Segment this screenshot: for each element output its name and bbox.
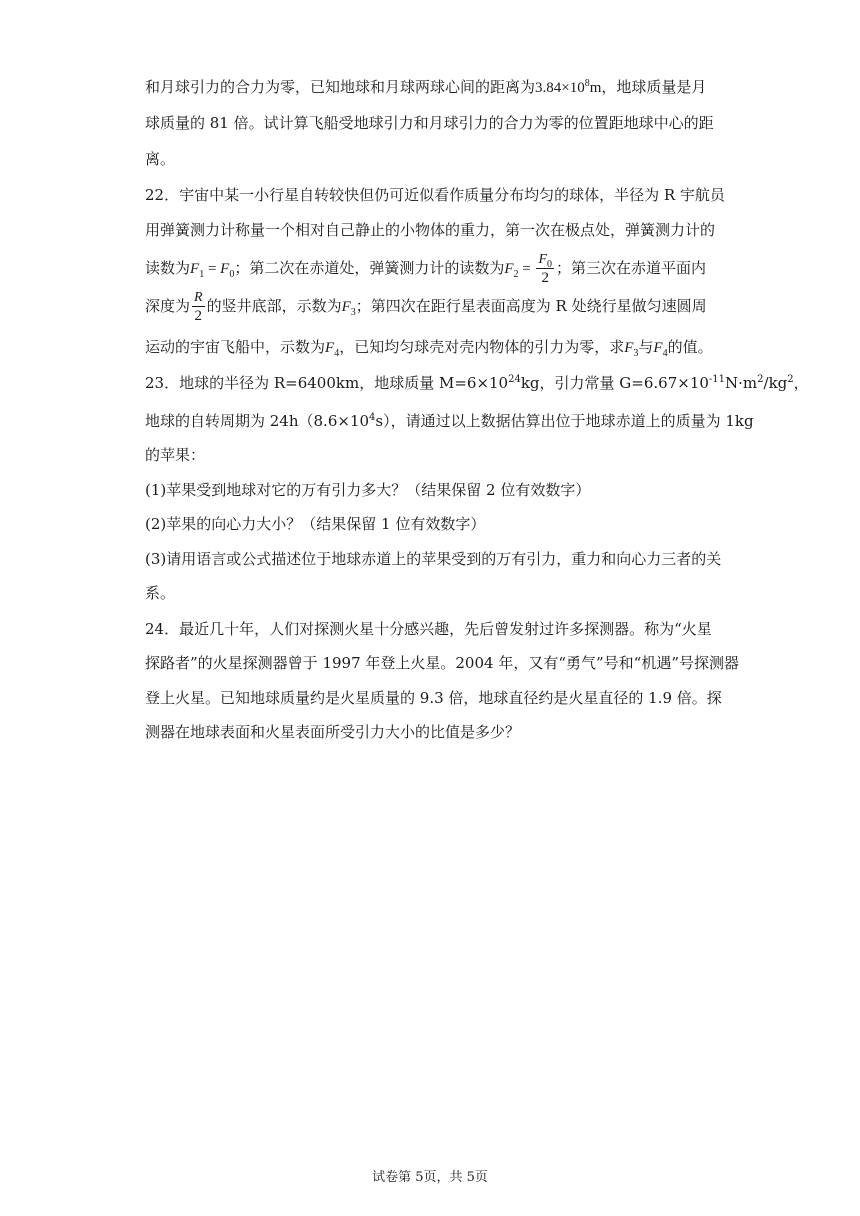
- text: ，地球质量是月: [601, 78, 707, 96]
- q23-line-2: 地球的自转周期为 $24h(8.6\times 10^4s)$，请通过以上数据估算出位于地球赤道上的质量为 1kg: [145, 412, 754, 430]
- distance-value: $3.84\times 10^8m$: [535, 78, 602, 96]
- q21-line-1: [145, 77, 706, 98]
- q23-line-7: 系。: [145, 584, 176, 602]
- q23-part-3: (3)请用语言或公式描述位于地球赤道上的苹果受到的万有引力，重力和向心力三者的关: [145, 550, 722, 568]
- q24-line-3: 登上火星。已知地球质量约是火星质量的 9.3 倍，地球直径约是火星直径的 1.9 倍。探: [145, 689, 722, 707]
- q22-line-4: 深度为 $\frac{R}{2}$ 的竖井底部，示数为$F_3$；第四次在距行星表面高度为 R 处绕行星做匀速圆周: [145, 289, 707, 324]
- q22-line-5: 运动的宇宙飞船中，示数为$F_4$，已知均匀球壳对壳内物体的引力为零，求$F_3$与$F_4$的值。: [145, 338, 713, 359]
- q21-line-3: 离。: [145, 150, 176, 168]
- text: 和月球引力的合力为零，已知地球和月球两球心间的距离为: [145, 78, 536, 96]
- q22-line-3: 读数为$F_1 = F_0$；第二次在赤道处，弹簧测力计的读数为$F_2$ = $\frac{F_0}{2}$ ；第三次在赤道平面内: [145, 252, 707, 287]
- q23-part-1: (1)苹果受到地球对它的万有引力多大？（结果保留 2 位有效数字）: [145, 481, 591, 499]
- q23-part-2: (2)苹果的向心力大小？（结果保留 1 位有效数字）: [145, 515, 486, 533]
- q23-line-1: 23．地球的半径为 R=6400km，地球质量 $M=6\times 10^{24}kg$，引力常量 $G=6.67\times 10^{-11}N\cdot m^2/kg^2$，: [145, 374, 809, 392]
- q21-line-2: 球质量的 81 倍。试计算飞船受地球引力和月球引力的合力为零的位置距地球中心的距: [145, 114, 714, 132]
- q22-line-2: 用弹簧测力计称量一个相对自己静止的小物体的重力，第一次在极点处，弹簧测力计的: [145, 221, 716, 239]
- q22-line-1: 22．宇宙中某一小行星自转较快但仍可近似看作质量分布均匀的球体，半径为 R 宇航员: [145, 186, 725, 204]
- q24-line-1: 24．最近几十年，人们对探测火星十分感兴趣，先后曾发射过许多探测器。称为“火星: [145, 620, 712, 638]
- page-footer: 试卷第 5页，共 5页: [372, 1170, 488, 1185]
- formula-f1: $F_1 = F_0$: [190, 261, 235, 280]
- q24-line-4: 测器在地球表面和火星表面所受引力大小的比值是多少？: [145, 723, 521, 741]
- formula-f2: $F_2$ = $\frac{F_0}{2}$: [504, 252, 553, 287]
- q23-line-3: 的苹果：: [145, 446, 206, 464]
- q24-line-2: 探路者”的火星探测器曾于 1997 年登上火星。2004 年，又有“勇气”号和“机遇”号探测器: [145, 654, 739, 672]
- formula-r-over-2: $\frac{R}{2}$: [194, 289, 203, 324]
